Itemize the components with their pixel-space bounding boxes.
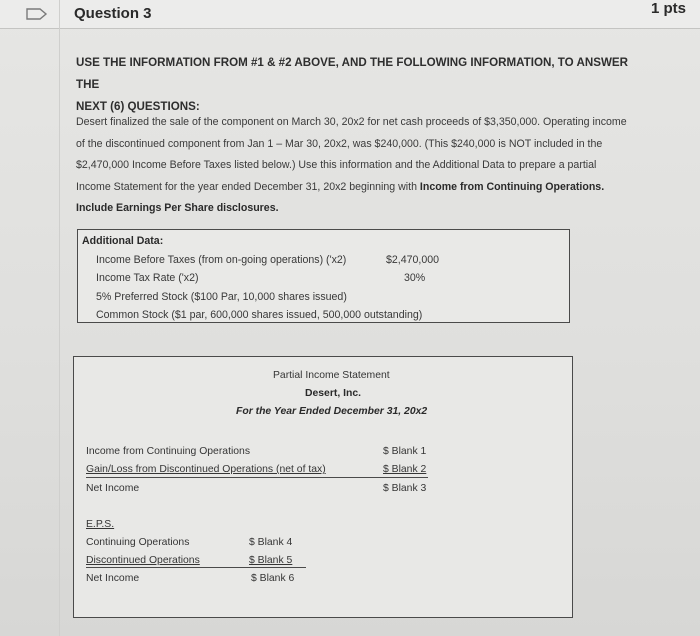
preferred-stock-label: 5% Preferred Stock ($100 Par, 10,000 shares issued) — [96, 291, 347, 303]
blank-4-field[interactable]: $ Blank 4 — [249, 537, 293, 548]
eps-heading: E.P.S. — [86, 519, 115, 530]
eps-continuing-label: Continuing Operations — [86, 537, 190, 548]
instruction-line — [76, 177, 661, 199]
blank-5-field[interactable]: $ Blank 5 — [249, 555, 293, 566]
instruction-bold-text: Include Earnings Per Share disclosures. — [76, 202, 279, 214]
eps-net-income-label: Net Income — [86, 573, 140, 584]
instruction-line: $2,470,000 Income Before Taxes listed below.) Use this information and the Additional Data to prepare a partial — [76, 159, 597, 171]
left-divider — [59, 0, 60, 636]
question-heading — [76, 52, 636, 118]
blank-6-field[interactable]: $ Blank 6 — [251, 573, 295, 584]
partial-income-statement — [73, 356, 573, 618]
instruction-text: Income Statement for the year ended December 31, 20x2 beginning with — [76, 180, 420, 193]
question-header — [0, 0, 700, 29]
blank-3-field[interactable]: $ Blank 3 — [383, 483, 427, 494]
instruction-line: Desert finalized the sale of the component on March 30, 20x2 for net cash proceeds of $3,350,000. Operating income — [76, 116, 627, 128]
statement-title: Partial Income Statement — [273, 370, 390, 381]
question-title: Question 3 — [74, 5, 152, 22]
statement-period: For the Year Ended December 31, 20x2 — [236, 406, 428, 417]
instruction-bold-text: Income from Continuing Operations. — [419, 180, 605, 193]
income-tax-rate-label: Income Tax Rate ('x2) — [96, 272, 199, 284]
blank-2-field[interactable]: $ Blank 2 — [383, 464, 427, 475]
instruction-line: of the discontinued component from Jan 1 – Mar 30, 20x2, was $240,000. (This $240,000 is NOT included in the — [76, 137, 603, 150]
common-stock-label: Common Stock ($1 par, 600,000 shares issued, 500,000 outstanding) — [96, 309, 423, 321]
instruction-line — [76, 198, 661, 220]
question-points: 1 pts — [650, 0, 686, 17]
heading-line: USE THE INFORMATION FROM #1 & #2 ABOVE, AND THE FOLLOWING INFORMATION, TO ANSWER THE — [76, 56, 628, 91]
blank-1-field[interactable]: $ Blank 1 — [383, 446, 427, 457]
income-before-taxes-label: Income Before Taxes (from on-going operations) ('x2) — [96, 254, 347, 266]
income-before-taxes-value: $2,470,000 — [386, 254, 440, 266]
eps-total-rule — [86, 567, 306, 568]
additional-data-title: Additional Data: — [82, 235, 164, 247]
total-rule — [86, 477, 428, 478]
heading-line: NEXT (6) QUESTIONS: — [76, 100, 200, 113]
income-tax-rate-value: 30% — [404, 272, 426, 284]
additional-data-box — [77, 229, 570, 323]
flag-question-icon[interactable] — [26, 8, 48, 20]
statement-company: Desert, Inc. — [305, 388, 362, 399]
eps-discontinued-label: Discontinued Operations — [86, 555, 200, 566]
question-instructions — [76, 112, 661, 220]
discontinued-gain-loss-label: Gain/Loss from Discontinued Operations (net of tax) — [86, 464, 326, 475]
continuing-operations-label: Income from Continuing Operations — [86, 446, 251, 457]
net-income-label: Net Income — [86, 483, 140, 494]
